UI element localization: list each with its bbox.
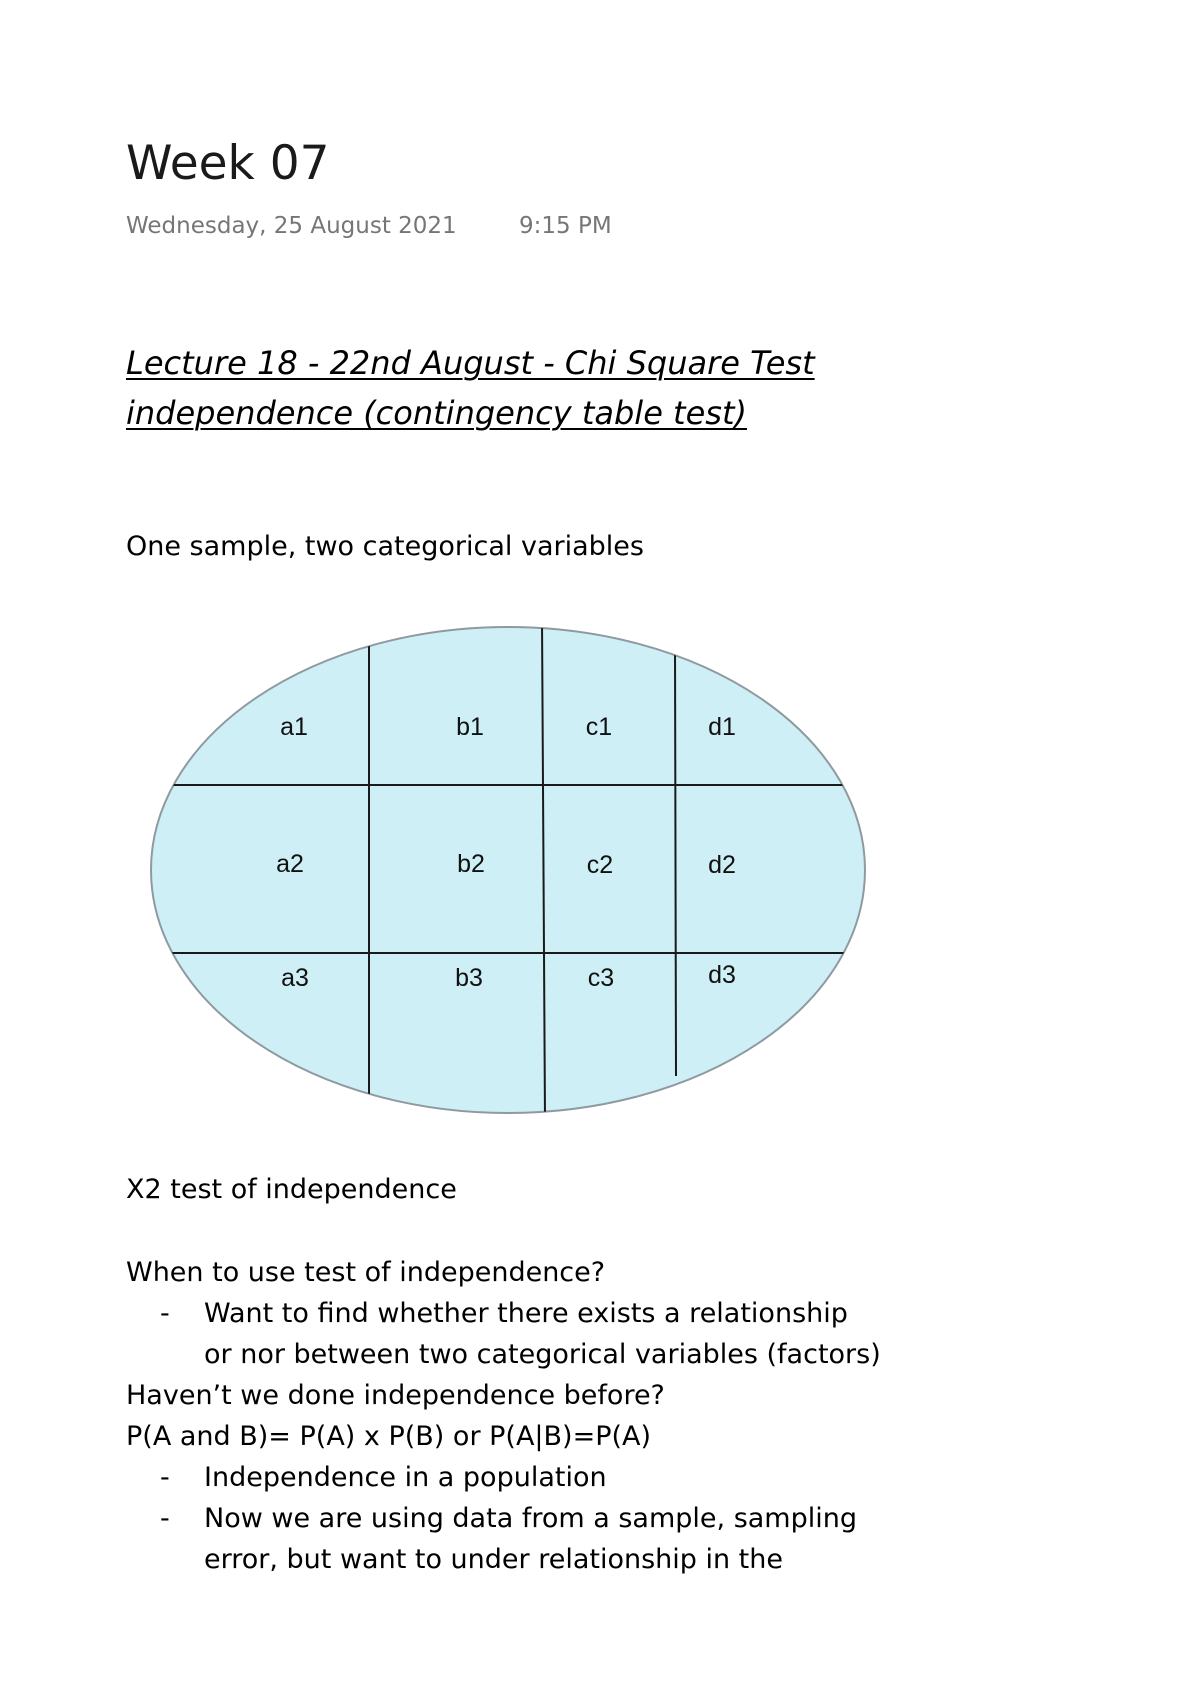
bullet3-line1: Now we are using data from a sample, sampling — [204, 1503, 857, 1534]
bullet-dash: - — [160, 1298, 170, 1329]
lecture-heading-line2: independence (contingency table test) — [126, 394, 747, 432]
havent-question: Haven’t we done independence before? — [126, 1380, 665, 1411]
bullet1-line2: or nor between two categorical variables (factors) — [204, 1339, 881, 1370]
cell-c3: c3 — [587, 964, 615, 992]
cell-a3: a3 — [281, 964, 309, 992]
when-question: When to use test of independence? — [126, 1257, 606, 1288]
cell-d3: d3 — [708, 961, 736, 989]
cell-d1: d1 — [708, 713, 736, 741]
x2-heading: X2 test of independence — [126, 1174, 457, 1205]
cell-a1: a1 — [280, 713, 308, 741]
cell-c1: c1 — [585, 713, 613, 741]
formula-text: P(A and B)= P(A) x P(B) or P(A|B)=P(A) — [126, 1421, 652, 1452]
bullet3-line2: error, but want to under relationship in the — [204, 1544, 783, 1575]
bullet2-text: Independence in a population — [204, 1462, 607, 1493]
cell-b2: b2 — [457, 850, 485, 878]
grid-line-v3 — [675, 642, 676, 1076]
cell-c2: c2 — [586, 851, 614, 879]
cell-b1: b1 — [456, 713, 484, 741]
page-time: 9:15 PM — [519, 213, 612, 239]
contingency-diagram — [140, 620, 880, 1120]
lecture-heading-line1: Lecture 18 - 22nd August - Chi Square Test — [126, 344, 815, 382]
sample-ellipse — [151, 627, 865, 1113]
lecture-heading — [126, 338, 886, 438]
page-date: Wednesday, 25 August 2021 — [126, 213, 457, 239]
page-title: Week 07 — [126, 136, 330, 191]
bullet-dash: - — [160, 1503, 170, 1534]
cell-d2: d2 — [708, 851, 736, 879]
cell-a2: a2 — [276, 850, 304, 878]
bullet1-line1: Want to find whether there exists a relationship — [204, 1298, 848, 1329]
intro-text: One sample, two categorical variables — [126, 531, 644, 562]
cell-b3: b3 — [455, 964, 483, 992]
bullet-dash: - — [160, 1462, 170, 1493]
